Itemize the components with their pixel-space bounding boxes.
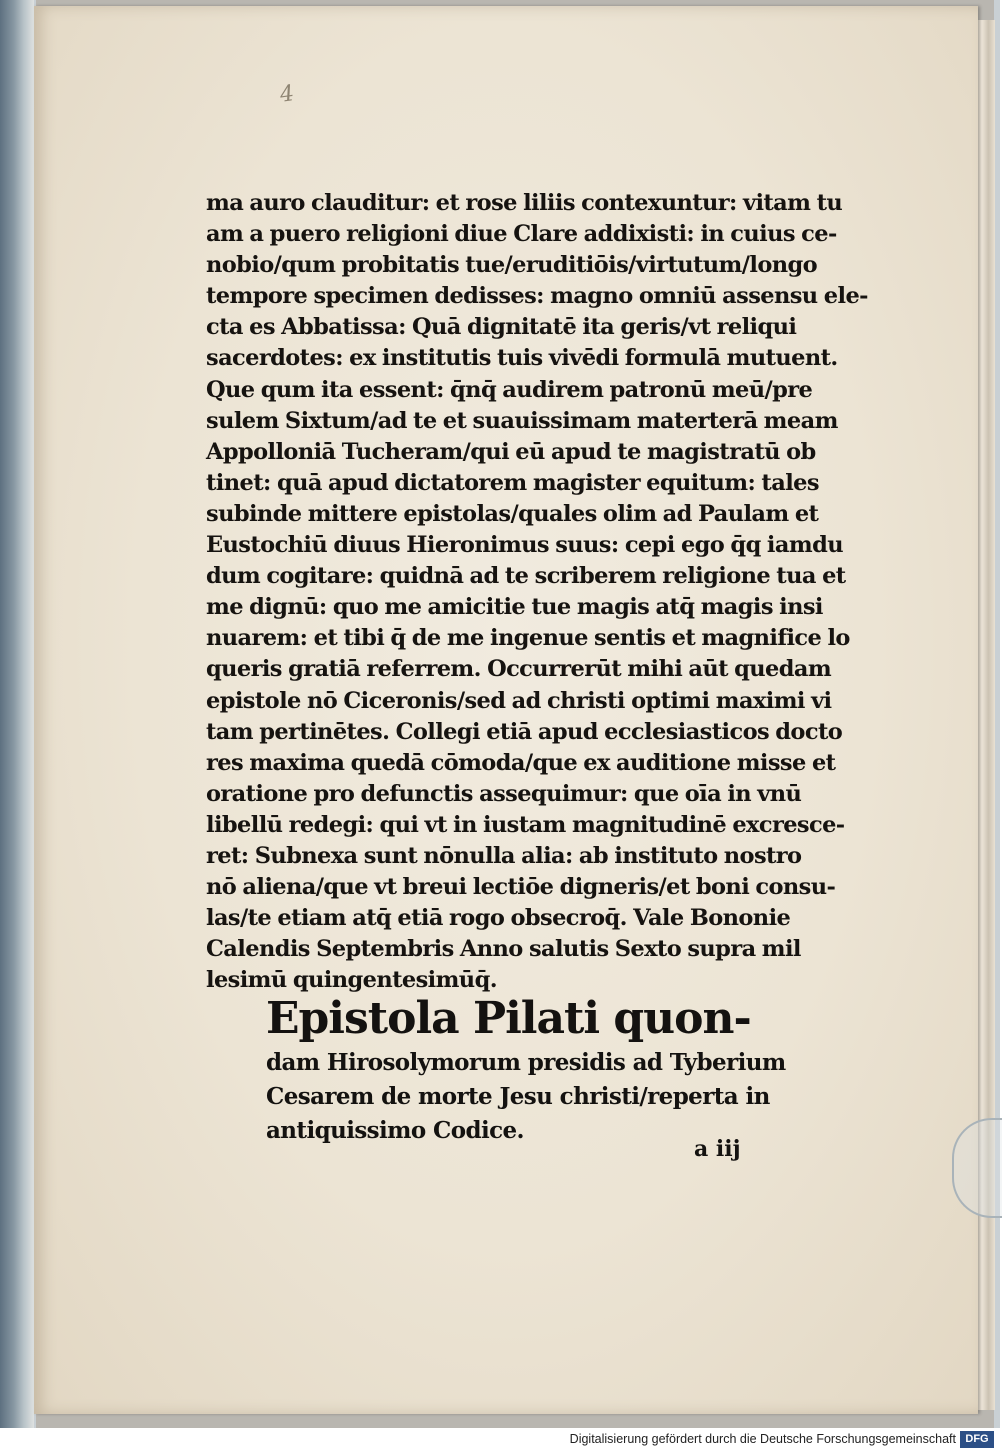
text-line: Eustochiū diuus Hieronimus suus: cepi ego q̄q iamdu [206,532,843,559]
dfg-credit: Digitalisierung gefördert durch die Deutsche Forschungsgemeinschaft [569,1432,956,1446]
heading-line: antiquissimo Codice. [266,1117,524,1144]
epistola-heading [266,992,786,1148]
footer-bar [0,1428,1000,1452]
text-line: libellū redegi: qui vt in iustam magnitudinē excresce- [206,811,845,838]
text-line: ret: Subnexa sunt nōnulla alia: ab instituto nostro [206,842,802,869]
text-line: cta es Abbatissa: Quā dignitatē ita geris/vt reliqui [206,314,797,341]
text-line: nō aliena/que vt breui lectiōe digneris/et boni consu- [206,874,836,901]
text-line: sacerdotes: ex institutis tuis vivēdi formulā mutuent. [206,345,838,372]
heading-line: Cesarem de morte Jesu christi/reperta in [266,1083,770,1110]
text-line: sulem Sixtum/ad te et suauissimam materterā meam [206,407,838,434]
book-cover-edge [0,0,34,1428]
dfg-logo-icon[interactable]: DFG [960,1431,994,1448]
text-line: me dignū: quo me amicitie tue magis atq̄ magis insi [206,594,823,621]
text-line: Calendis Septembris Anno salutis Sexto supra mil [206,936,801,963]
text-line: am a puero religioni diue Clare addixisti: in cuius ce- [206,221,837,248]
text-line: oratione pro defunctis assequimur: que oīa in vnū [206,780,802,807]
text-line: epistole nō Ciceronis/sed ad christi optimi maximi vi [206,687,832,714]
text-line: ma auro clauditur: et rose liliis contexuntur: vitam tu [206,190,843,216]
text-line: res maxima quedā cōmoda/que ex auditione misse et [206,749,836,776]
heading-line: dam Hirosolymorum presidis ad Tyberium [266,1049,786,1076]
text-line: tinet: quā apud dictatorem magister equitum: tales [206,469,819,496]
text-line: Appolloniā Tucheram/qui eū apud te magistratū ob [206,438,816,465]
text-line: queris gratiā referrem. Occurrerūt mihi aūt quedam [206,656,832,683]
text-line: Que qum ita essent: q̄nq̄ audirem patronū meū/pre [206,376,813,403]
letter-body [206,188,868,996]
text-line: tempore specimen dedisses: magno omniū assensu ele- [206,283,868,310]
text-line: dum cogitare: quidnā ad te scriberem religione tua et [206,563,846,590]
signature-mark: a iij [694,1136,741,1162]
heading-title: Epistola Pilati quon- [266,993,751,1044]
text-line: las/te etiam atq̄ etiā rogo obsecroq̄. Vale Bononie [206,905,791,932]
text-line: subinde mittere epistolas/quales olim ad Paulam et [206,500,819,527]
text-line: tam pertinētes. Collegi etiā apud ecclesiasticos docto [206,718,843,745]
pencil-folio-note: 4 [278,81,296,108]
text-line: lesimū quingentesimūq̄. [206,967,497,994]
text-line: nobio/qum probitatis tue/eruditiōis/virtutum/longo [206,252,818,279]
text-line: nuarem: et tibi q̄ de me ingenue sentis et magnifice lo [206,625,850,652]
